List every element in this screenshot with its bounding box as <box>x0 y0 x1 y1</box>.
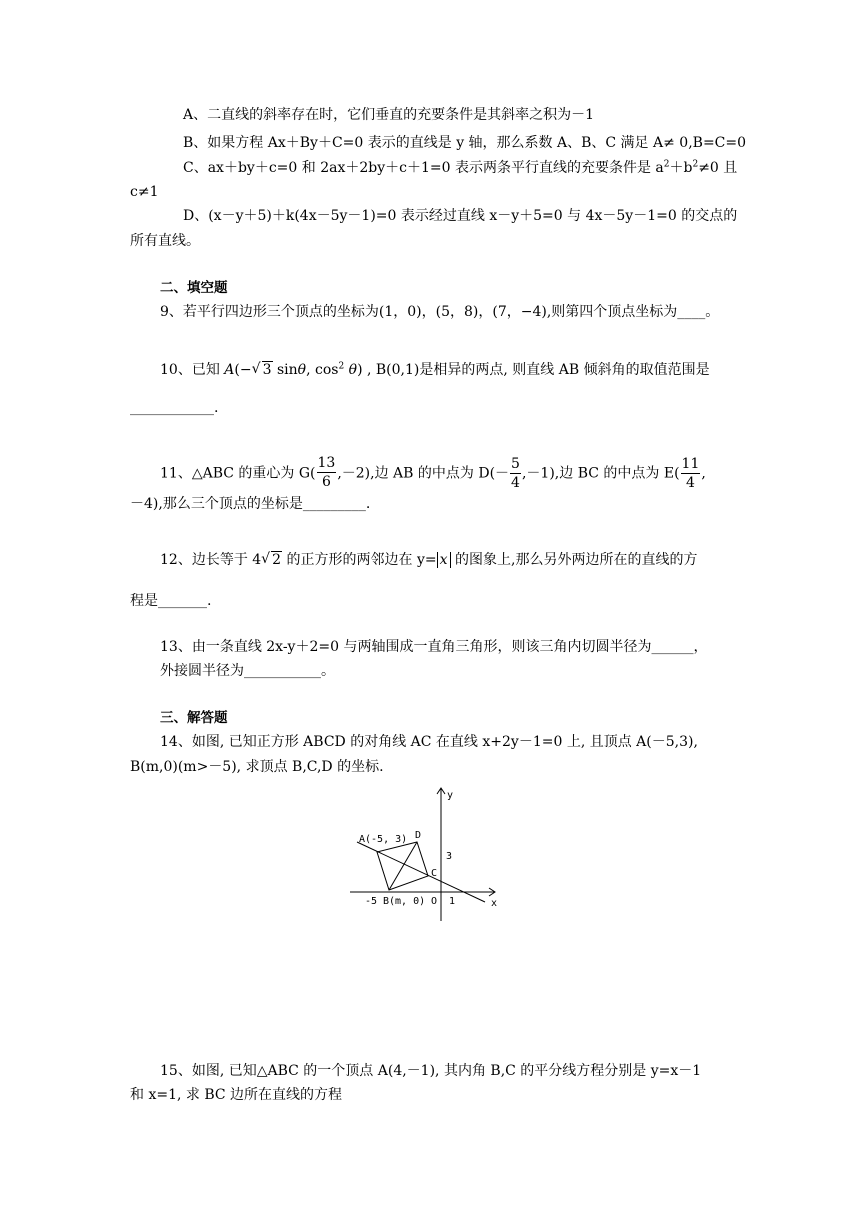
question-15: 15、如图, 已知△ABC 的一个顶点 A(4,－1), 其内角 B,C 的平分线方程分别是 y=x－1 <box>160 1063 702 1079</box>
question-14: 14、如图, 已知正方形 ABCD 的对角线 AC 在直线 x+2y－1=0 上, 且顶点 A(－5,3), <box>160 734 698 750</box>
section-fill-in-title: 二、填空题 <box>160 280 228 296</box>
question-10 <box>160 360 710 380</box>
q11-part1: 11、△ABC 的重心为 G( <box>160 465 316 482</box>
choice-c-line2: c≠1 <box>130 184 159 200</box>
section-solve-title: 三、解答题 <box>160 710 228 726</box>
q11-d-fraction <box>510 455 521 492</box>
diagonal-bd <box>389 842 417 890</box>
point-b-label: B(m, 0) <box>383 896 426 907</box>
question-10-line2: ____________. <box>130 400 219 416</box>
point-d-label: D <box>415 830 422 841</box>
question-15-line2: 和 x=1, 求 BC 边所在直线的方程 <box>130 1087 343 1103</box>
q10-theta: θ <box>297 362 307 378</box>
choice-c-text: C、ax＋by＋c=0 和 2ax＋2by＋c＋1=0 表示两条平行直线的充要条件是 a <box>183 160 664 176</box>
choice-c-end: ≠0 且 <box>698 160 738 176</box>
diagonal-line-ac <box>357 842 485 902</box>
q12-part2: 的正方形的两邻边在 y= <box>282 552 437 568</box>
q11-part3: ,－1),边 BC 的中点为 E( <box>521 465 680 482</box>
q12-radicand: 2 <box>272 552 282 568</box>
y-axis-label: y <box>447 790 454 801</box>
q11-g-fraction <box>317 454 337 491</box>
tick-label-neg5: -5 <box>365 896 378 907</box>
tick-label-1: 1 <box>449 896 456 907</box>
question-14-line2: B(m,0)(m>－5), 求顶点 B,C,D 的坐标. <box>130 759 384 775</box>
q10-sqrt <box>252 360 273 380</box>
question-13: 13、由一条直线 2x-y＋2=0 与两轴围成一直角三角形，则该三角内切圆半径为______， <box>160 639 708 655</box>
question-13-line2: 外接圆半径为___________。 <box>160 663 335 679</box>
q11-d-num: 5 <box>511 456 520 472</box>
question-9: 9、若平行四边形三个顶点的坐标为(1，0)，(5，8)，(7，−4),则第四个顶点坐标为____。 <box>160 304 720 320</box>
q12-sqrt <box>261 550 282 570</box>
point-a-label: A(-5, 3) <box>359 834 408 845</box>
choice-c-exp1: 2 <box>663 159 670 170</box>
point-c-label: C <box>431 868 438 879</box>
q10-prefix: 10、已知 <box>160 362 225 378</box>
q12-part3: 的图象上,那么另外两边所在的直线的方 <box>450 552 698 568</box>
square-coordinate-figure <box>345 786 510 926</box>
q11-d-den: 4 <box>511 475 520 491</box>
choice-c <box>183 158 737 178</box>
q10-close: ) <box>357 362 363 378</box>
x-axis-label: x <box>491 898 498 909</box>
question-12-line2: 程是_______. <box>130 593 212 609</box>
q12-abs-x: x <box>437 552 451 568</box>
origin-label: O <box>431 896 438 907</box>
q10-radicand: 3 <box>262 362 272 378</box>
question-11 <box>160 455 706 492</box>
question-12 <box>160 550 697 570</box>
q11-g-num: 13 <box>317 455 336 471</box>
q11-e-den: 4 <box>685 475 695 491</box>
question-11-line2: －4),那么三个顶点的坐标是_________. <box>130 496 371 512</box>
q11-part4: , <box>701 465 706 482</box>
choice-c-exp2: 2 <box>692 159 699 170</box>
choice-a: A、二直线的斜率存在时，它们垂直的充要条件是其斜率之积为－1 <box>183 107 595 123</box>
choice-d-line2: 所有直线。 <box>130 233 200 249</box>
q10-cos: , cos <box>306 362 339 378</box>
q11-g-den: 6 <box>321 474 331 490</box>
choice-d: D、(x－y＋5)＋k(4x－5y－1)=0 表示经过直线 x－y＋5=0 与 4x－5y－1=0 的交点的 <box>183 208 738 224</box>
q11-e-fraction <box>681 455 701 492</box>
choice-c-mid: ＋b <box>669 160 693 176</box>
q10-sin: sin <box>272 362 298 378</box>
q11-e-num: 11 <box>681 456 700 472</box>
q10-exp: 2 <box>338 361 345 372</box>
q10-theta2: θ <box>344 362 358 378</box>
tick-label-3: 3 <box>446 851 453 862</box>
q12-part1: 12、边长等于 4 <box>160 552 262 568</box>
q11-part2: ,－2),边 AB 的中点为 D(－ <box>337 465 510 482</box>
q10-rest: , B(0,1)是相异的两点, 则直线 AB 倾斜角的取值范围是 <box>362 362 710 378</box>
q10-point-a: A <box>224 362 235 378</box>
q10-open: (− <box>234 362 252 378</box>
choice-b: B、如果方程 Ax＋By＋C=0 表示的直线是 y 轴，那么系数 A、B、C 满足 A≠ 0,B=C=0 <box>183 135 747 151</box>
